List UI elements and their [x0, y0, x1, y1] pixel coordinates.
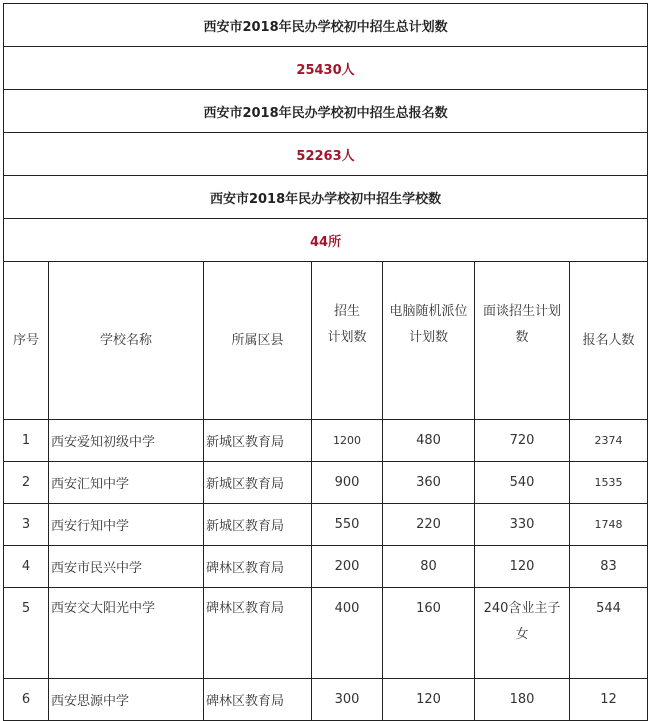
- table-row: [4, 679, 648, 721]
- col-header-lottery-line2: 计划数: [408, 330, 448, 345]
- col-header-district: 所属区县: [204, 262, 312, 420]
- applicant-count: 2374: [570, 420, 648, 462]
- school-name: 西安行知中学: [49, 504, 204, 546]
- enrollment-table: [3, 3, 648, 721]
- col-header-interview: [475, 262, 570, 420]
- lottery-count: 120: [383, 679, 475, 721]
- col-header-school: 学校名称: [49, 262, 204, 420]
- district: 碑林区教育局: [204, 679, 312, 721]
- school-name: 西安汇知中学: [49, 462, 204, 504]
- plan-count: 300: [312, 679, 383, 721]
- interview-count: 540: [475, 462, 570, 504]
- interview-count: 330: [475, 504, 570, 546]
- col-header-lottery: [383, 262, 475, 420]
- lottery-count: 480: [383, 420, 475, 462]
- summary-school-count-value-row: [4, 219, 648, 262]
- interview-count-line2: 女: [515, 627, 529, 642]
- applicants-total-title: 西安市2018年民办学校初中招生总报名数: [4, 90, 648, 133]
- interview-count-line1: 240含业主子: [483, 601, 561, 616]
- summary-applicants-title-row: [4, 90, 648, 133]
- applicant-count: 12: [570, 679, 648, 721]
- summary-school-count-title-row: [4, 176, 648, 219]
- plan-count: 1200: [312, 420, 383, 462]
- plan-total-title: 西安市2018年民办学校初中招生总计划数: [4, 4, 648, 47]
- district: 新城区教育局: [204, 420, 312, 462]
- interview-count: 180: [475, 679, 570, 721]
- plan-count: 550: [312, 504, 383, 546]
- school-name: 西安市民兴中学: [49, 546, 204, 588]
- district: 新城区教育局: [204, 504, 312, 546]
- col-header-plan-line2: 计划数: [327, 330, 367, 345]
- plan-count: 200: [312, 546, 383, 588]
- summary-plan-title-row: [4, 4, 648, 47]
- interview-count: 120: [475, 546, 570, 588]
- col-header-lottery-line1: 电脑随机派位: [389, 304, 468, 319]
- col-header-index: 序号: [4, 262, 49, 420]
- table-row: [4, 420, 648, 462]
- col-header-interview-line1: 面谈招生计划: [482, 304, 561, 319]
- col-header-interview-line2: 数: [515, 330, 529, 345]
- school-name: 西安爱知初级中学: [49, 420, 204, 462]
- row-index: 4: [4, 546, 49, 588]
- row-index: 5: [4, 588, 49, 679]
- col-header-applicants: 报名人数: [570, 262, 648, 420]
- col-header-plan: [312, 262, 383, 420]
- plan-count: 900: [312, 462, 383, 504]
- table-row: [4, 588, 648, 679]
- school-name: 西安思源中学: [49, 679, 204, 721]
- school-count-title: 西安市2018年民办学校初中招生学校数: [4, 176, 648, 219]
- summary-plan-value-row: [4, 47, 648, 90]
- applicant-count: 1748: [570, 504, 648, 546]
- col-header-plan-line1: 招生: [333, 304, 360, 319]
- district: 碑林区教育局: [204, 546, 312, 588]
- summary-applicants-value-row: [4, 133, 648, 176]
- plan-count: 400: [312, 588, 383, 679]
- lottery-count: 80: [383, 546, 475, 588]
- district: 新城区教育局: [204, 462, 312, 504]
- interview-count: [475, 588, 570, 679]
- applicant-count: 1535: [570, 462, 648, 504]
- row-index: 1: [4, 420, 49, 462]
- lottery-count: 220: [383, 504, 475, 546]
- applicant-count: 83: [570, 546, 648, 588]
- lottery-count: 360: [383, 462, 475, 504]
- district: 碑林区教育局: [204, 588, 312, 679]
- table-row: [4, 462, 648, 504]
- column-header-row: [4, 262, 648, 420]
- table-row: [4, 546, 648, 588]
- row-index: 2: [4, 462, 49, 504]
- school-count-value: 44所: [4, 219, 648, 262]
- row-index: 3: [4, 504, 49, 546]
- plan-total-value: 25430人: [4, 47, 648, 90]
- row-index: 6: [4, 679, 49, 721]
- interview-count: 720: [475, 420, 570, 462]
- school-name: 西安交大阳光中学: [49, 588, 204, 679]
- table-row: [4, 504, 648, 546]
- lottery-count: 160: [383, 588, 475, 679]
- applicants-total-value: 52263人: [4, 133, 648, 176]
- applicant-count: 544: [570, 588, 648, 679]
